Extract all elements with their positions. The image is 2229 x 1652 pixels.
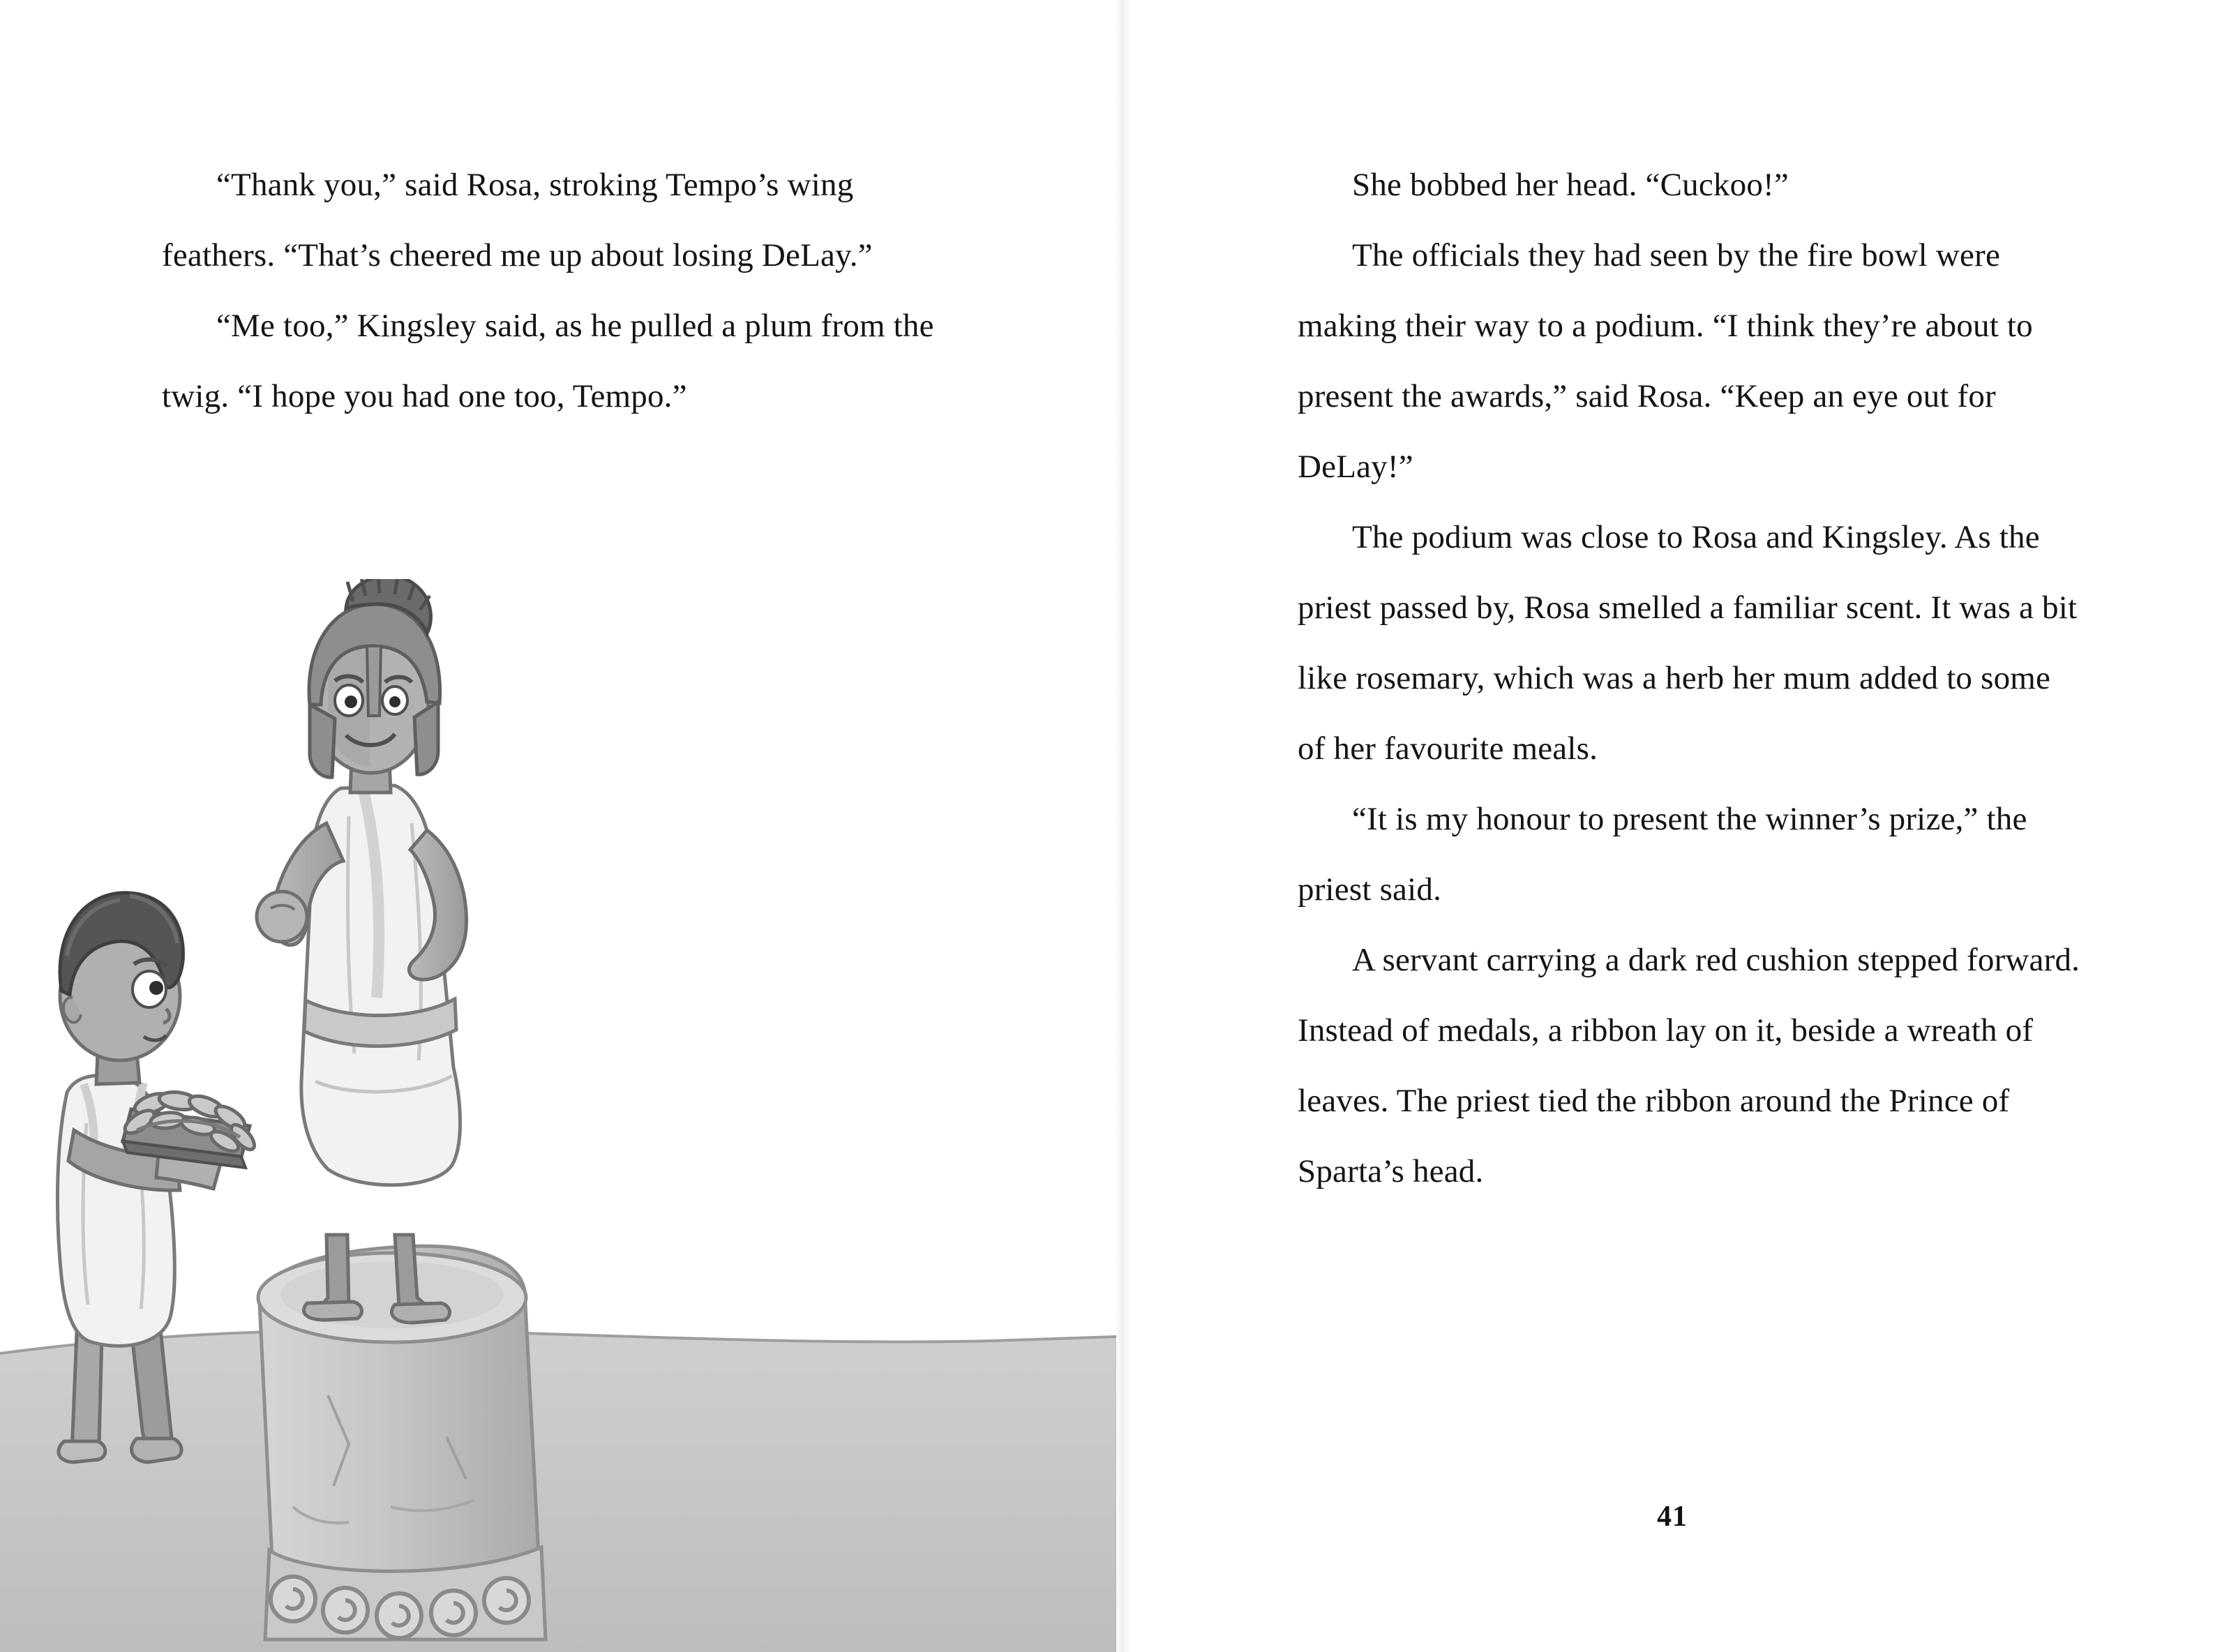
ground-shape (0, 1330, 1116, 1652)
paragraph: The podium was close to Rosa and Kingsley. As the priest passed by, Rosa smelled a familiar scent. It was a bit like rosemary, which was a herb her mum added to some of her favourite meals. (1298, 519, 2078, 767)
paragraph: “It is my honour to present the winner’s prize,” the priest said. (1298, 801, 2027, 908)
paragraph: A servant carrying a dark red cushion stepped forward. Instead of medals, a ribbon lay on it, beside a wreath of leaves. The priest tied the ribbon around the Prince of Sparta’s head. (1298, 942, 2080, 1189)
paragraph: “Thank you,” said Rosa, stroking Tempo’s wing feathers. “That’s cheered me up about losing DeLay.” (162, 167, 873, 273)
right-page (1123, 0, 2229, 1652)
left-page-text (162, 150, 950, 432)
page-number: 41 (1657, 1501, 1688, 1533)
paragraph: She bobbed her head. “Cuckoo!” (1352, 167, 1789, 203)
spartan-prince-figure (257, 579, 467, 1323)
paragraph: The officials they had seen by the fire bowl were making their way to a podium. “I think they’re about to present the awards,” said Rosa. “Keep an eye out for DeLay!” (1298, 237, 2033, 485)
illustration-spartan-prince (0, 579, 1116, 1652)
paragraph: “Me too,” Kingsley said, as he pulled a plum from the twig. “I hope you had one too, Tempo.” (162, 308, 934, 414)
right-page-text (1298, 150, 2086, 1207)
